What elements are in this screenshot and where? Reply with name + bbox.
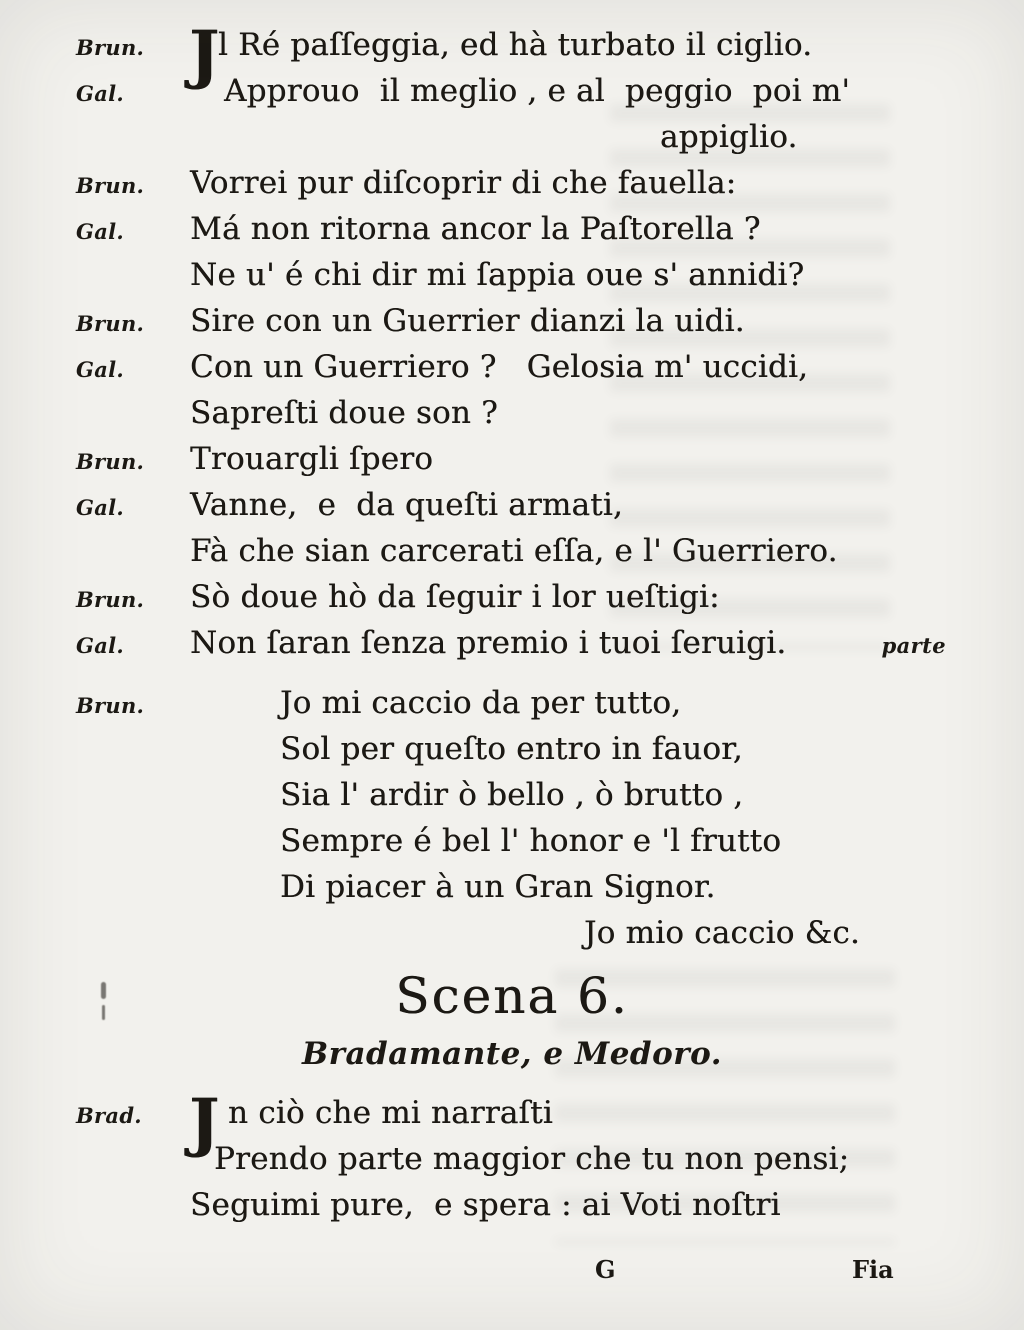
refrain-text: Jo mio caccio &c.: [584, 915, 860, 951]
speaker-label: Gal.: [76, 633, 125, 658]
speaker-label: Gal.: [76, 357, 125, 382]
aria-block: [0, 680, 1024, 956]
verse-text: Sol per queſto entro in fauor,: [280, 731, 743, 767]
verse-text: Ne u' é chi dir mi ſappia oue s' annidi?: [190, 257, 805, 293]
dialogue-line: [0, 482, 1024, 528]
verse-text: l Ré paſſeggia, ed hà turbato il ciglio.: [218, 27, 813, 63]
aria-line: [0, 680, 1024, 726]
speaker-label: Brun.: [76, 693, 145, 718]
dialogue-line: [0, 436, 1024, 482]
dialogue-line: [0, 574, 1024, 620]
dialogue-line: [0, 620, 1024, 666]
dialogue-line: [0, 1136, 1024, 1182]
dialogue-line: [0, 1090, 1024, 1136]
dialogue-line: [0, 206, 1024, 252]
verse-text: n ciò che mi narraſti: [228, 1095, 553, 1131]
verse-text: Non ſaran ſenza premio i tuoi ſeruigi.: [190, 625, 787, 661]
dialogue-line: [0, 114, 1024, 160]
verse-text: Fà che sian carcerati eſſa, e l' Guerriero.: [190, 533, 838, 569]
speaker-label: Brun.: [76, 35, 145, 60]
dialogue-line: [0, 298, 1024, 344]
verse-text: Approuo il meglio , e al peggio poi m': [224, 73, 851, 109]
aria-line: [0, 818, 1024, 864]
speaker-label: Brun.: [76, 173, 145, 198]
dialogue-line: [0, 252, 1024, 298]
verse-text: Sire con un Guerrier dianzi la uidi.: [190, 303, 745, 339]
dialogue-line: [0, 68, 1024, 114]
dialogue-line: [0, 528, 1024, 574]
speaker-label: Brun.: [76, 311, 145, 336]
speaker-label: Brun.: [76, 449, 145, 474]
drop-initial: J: [189, 17, 220, 92]
aria-line: [0, 726, 1024, 772]
dialogue-line: [0, 344, 1024, 390]
dialogue-line: [0, 22, 1024, 68]
aria-refrain-line: [0, 910, 1024, 956]
verse-text: appiglio.: [660, 119, 798, 155]
closing-block: [0, 1085, 1024, 1228]
verse-text: Má non ritorna ancor la Paſtorella ?: [190, 211, 761, 247]
scene-heading: Scena 6.: [395, 967, 629, 1025]
verse-text: Jo mi caccio da per tutto,: [280, 685, 682, 721]
scene-characters: Bradamante, e Medoro.: [301, 1036, 723, 1072]
verse-text: Sempre é bel l' honor e 'l frutto: [280, 823, 782, 859]
verse-text: Sia l' ardir ò bello , ò brutto ,: [280, 777, 744, 813]
verse-text: Prendo parte maggior che tu non pensi;: [214, 1141, 850, 1177]
speaker-label: Brad.: [76, 1103, 142, 1128]
dialogue-line: [0, 160, 1024, 206]
verse-text: Di piacer à un Gran Signor.: [280, 869, 716, 905]
verse-text: Sò doue hò da ſeguir i lor ueſtigi:: [190, 579, 720, 615]
dialogue-line: [0, 390, 1024, 436]
speaker-label: Gal.: [76, 81, 125, 106]
dialogue-line: [0, 1182, 1024, 1228]
verse-text: Trouargli ſpero: [190, 441, 434, 477]
verse-text: Vanne, e da queſti armati,: [190, 487, 623, 523]
speaker-label: Brun.: [76, 587, 145, 612]
signature-mark: G: [595, 1255, 616, 1284]
verse-text: Seguimi pure, e spera : ai Voti noſtri: [190, 1187, 781, 1223]
stage-direction: parte: [881, 633, 946, 658]
verse-text: Sapreſti doue son ?: [190, 395, 498, 431]
verse-text: Vorrei pur diſcoprir di che fauella:: [190, 165, 737, 201]
speaker-label: Gal.: [76, 219, 125, 244]
catchword: Fia: [852, 1255, 894, 1284]
aria-line: [0, 864, 1024, 910]
verse-text: Con un Guerriero ? Gelosia m' uccidi,: [190, 349, 809, 385]
speaker-label: Gal.: [76, 495, 125, 520]
drop-initial: J: [189, 1085, 220, 1160]
aria-line: [0, 772, 1024, 818]
